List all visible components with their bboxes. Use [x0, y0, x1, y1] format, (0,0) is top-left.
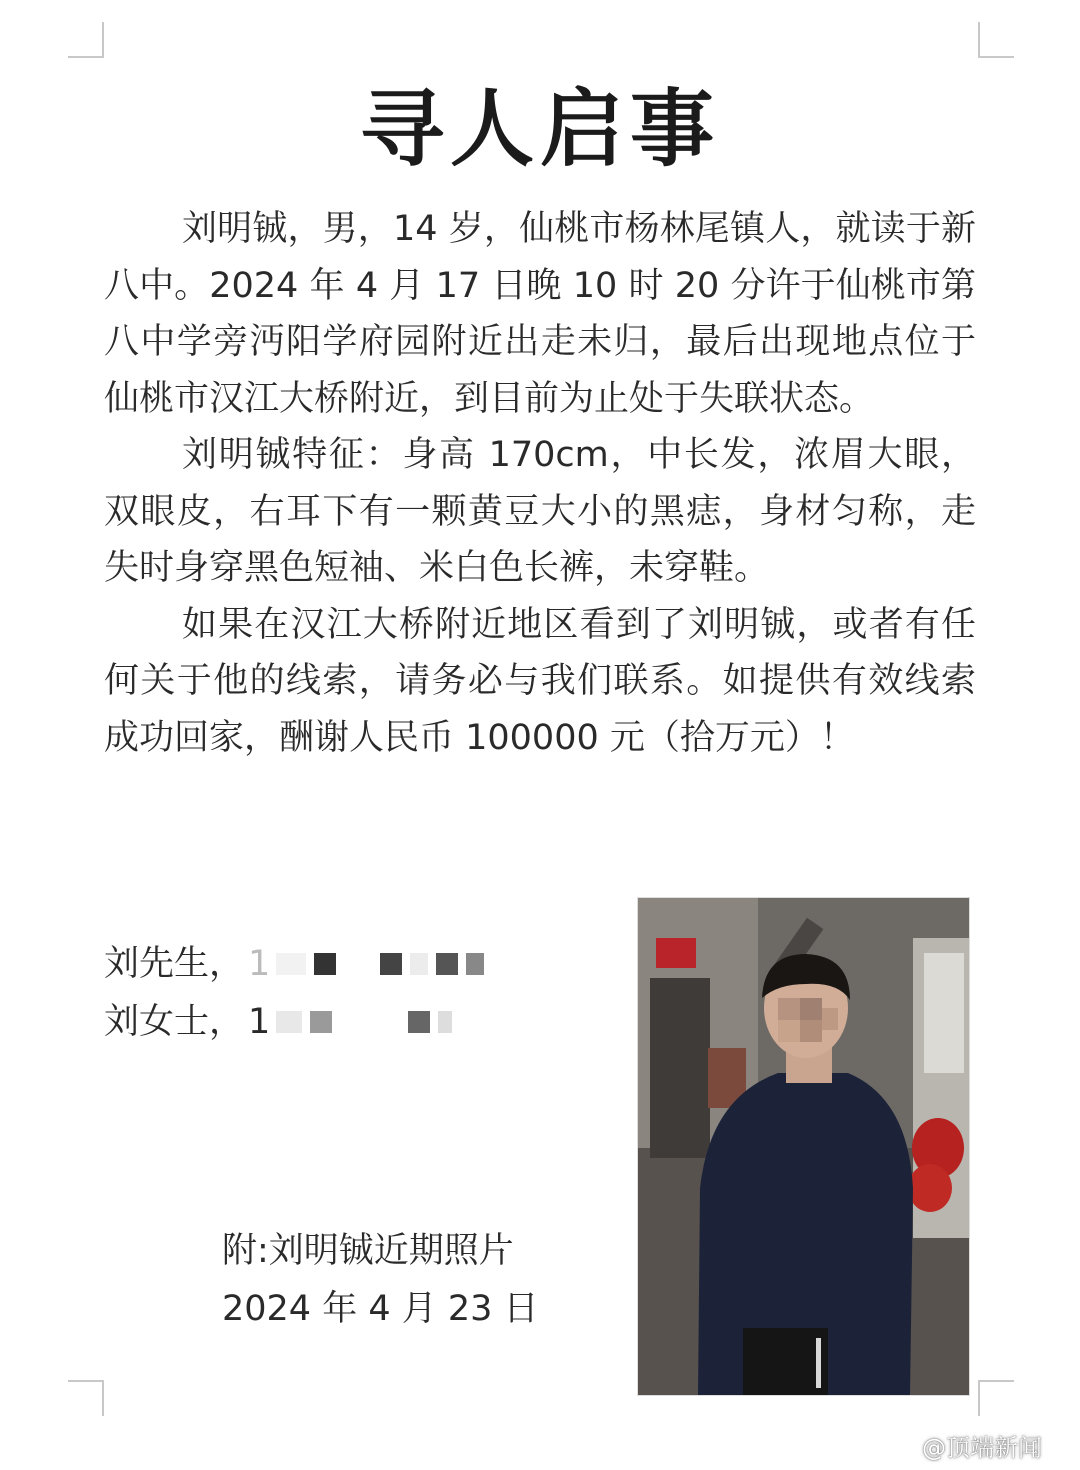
weibo-icon — [880, 1431, 918, 1459]
paragraph-missing-details: 刘明铖，男，14 岁，仙桃市杨林尾镇人，就读于新八中。2024 年 4 月 17 日晚 10 时 20 分许于仙桃市第八中学旁沔阳学府园附近出走未归，最后出现地点位于仙桃市汉江大桥附近，到目前为止处于失联状态。 — [104, 209, 976, 419]
watermark-text: @顶端新闻 — [922, 1433, 1042, 1462]
page-corner-mark — [978, 22, 1014, 58]
phone-mosaic — [276, 1002, 460, 1042]
photo-caption: 附:刘明铖近期照片 — [222, 1231, 514, 1271]
missing-person-photo — [637, 897, 970, 1396]
page-corner-mark — [68, 22, 104, 58]
paragraph-features: 刘明铖特征：身高 170cm，中长发，浓眉大眼，双眼皮，右耳下有一颗黄豆大小的黑痣，身材匀称，走失时身穿黑色短袖、米白色长裤，未穿鞋。 — [104, 435, 976, 588]
page-corner-mark — [68, 1380, 104, 1416]
contact-row — [104, 935, 492, 993]
notice-footer — [222, 1222, 539, 1338]
contact-row — [104, 993, 492, 1051]
page-corner-mark — [978, 1380, 1014, 1416]
notice-title: 寻人启事 — [359, 79, 720, 178]
contact-name: 刘先生， — [104, 944, 245, 984]
notice-date: 2024 年 4 月 23 日 — [222, 1289, 539, 1329]
contact-list — [104, 935, 492, 1051]
paragraph-reward: 如果在汉江大桥附近地区看到了刘明铖，或者有任何关于他的线索，请务必与我们联系。如提供有效线索成功回家，酬谢人民币 100000 元（拾万元）！ — [104, 604, 976, 758]
notice-body — [104, 201, 976, 766]
phone-mosaic — [276, 944, 492, 984]
source-watermark — [880, 1428, 1042, 1462]
contact-name: 刘女士， — [104, 1002, 245, 1042]
contact-phone: 1 — [248, 1002, 271, 1042]
contact-phone: 1 — [248, 944, 271, 984]
